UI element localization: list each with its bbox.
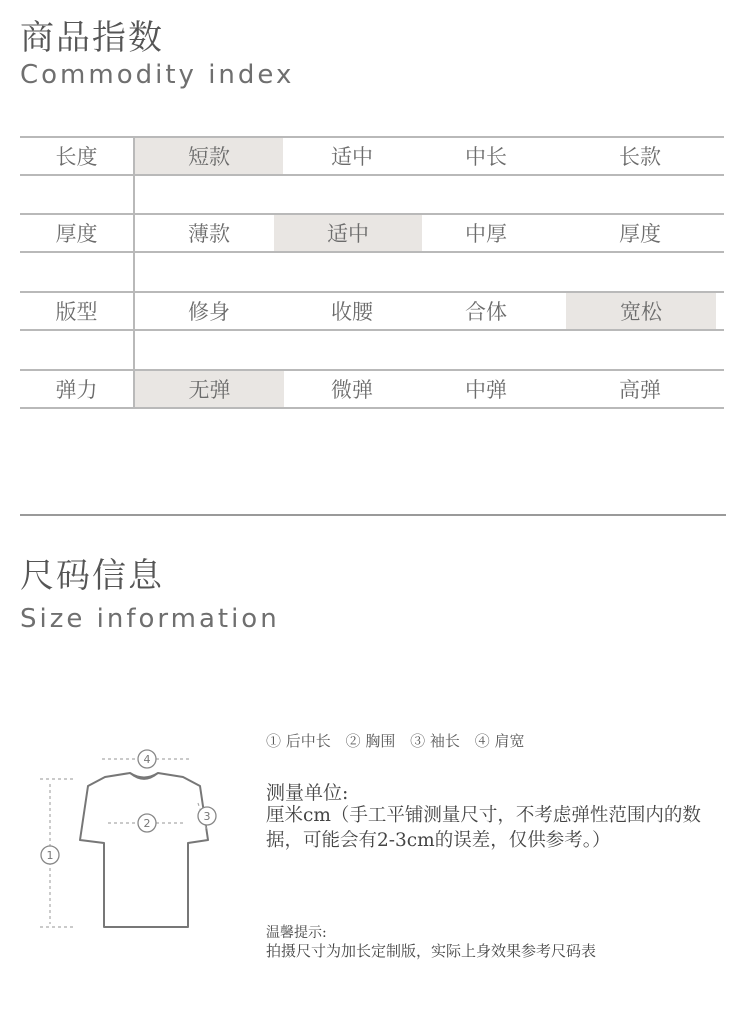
option-thickness-medium: 适中: [274, 215, 422, 251]
option-length-short: 短款: [135, 138, 283, 174]
option-length-long: 长款: [619, 145, 661, 169]
commodity-subtitle: Commodity index: [20, 60, 295, 90]
option-elasticity-none: 无弹: [135, 371, 284, 407]
option-fit-waisted: 收腰: [331, 300, 373, 324]
legend-shoulder: ④ 肩宽: [474, 732, 525, 750]
legend-chest: ② 胸围: [345, 732, 396, 750]
unit-description: 厘米cm（手工平铺测量尺寸，不考虑弹性范围内的数据，可能会有2-3cm的误差，仅供参考。）: [266, 805, 701, 851]
grid-vline: [133, 136, 135, 409]
option-length-medium: 适中: [331, 145, 373, 169]
grid-line: [20, 251, 724, 253]
option-thickness-midthick: 中厚: [465, 222, 507, 246]
row-label-thickness: 厚度: [55, 222, 98, 246]
row-label-elasticity: 弹力: [55, 378, 98, 402]
grid-line: [20, 174, 724, 176]
legend-sleeve: ③ 袖长: [410, 732, 460, 750]
option-elasticity-high: 高弹: [619, 378, 661, 402]
tip-title: 温馨提示:: [266, 925, 327, 941]
option-elasticity-medium: 中弹: [465, 378, 507, 402]
grid-line: [20, 407, 724, 409]
option-fit-slim: 修身: [188, 300, 230, 324]
tshirt-measure-diagram: [20, 740, 230, 940]
option-thickness-thick: 厚度: [619, 222, 661, 246]
size-title: 尺码信息: [20, 556, 164, 596]
section-divider: [20, 514, 726, 516]
row-label-length: 长度: [55, 145, 98, 169]
marker-3: 3: [203, 810, 211, 823]
option-thickness-thin: 薄款: [188, 222, 230, 246]
tshirt-outline: [80, 773, 208, 927]
row-label-fit: 版型: [55, 300, 98, 324]
option-fit-regular: 合体: [465, 300, 507, 324]
legend-back-length: ① 后中长: [266, 732, 331, 750]
size-subtitle: Size information: [20, 604, 280, 634]
measure-legend: [266, 730, 534, 751]
commodity-title: 商品指数: [20, 18, 164, 58]
option-length-midlong: 中长: [465, 145, 507, 169]
unit-title: 测量单位:: [266, 782, 349, 804]
marker-4: 4: [143, 753, 151, 766]
grid-line: [20, 329, 724, 331]
option-fit-loose: 宽松: [566, 293, 716, 329]
option-elasticity-slight: 微弹: [331, 378, 373, 402]
marker-1: 1: [46, 849, 54, 862]
tip-description: 拍摄尺寸为加长定制版，实际上身效果参考尺码表: [266, 942, 597, 960]
marker-2: 2: [143, 817, 151, 830]
